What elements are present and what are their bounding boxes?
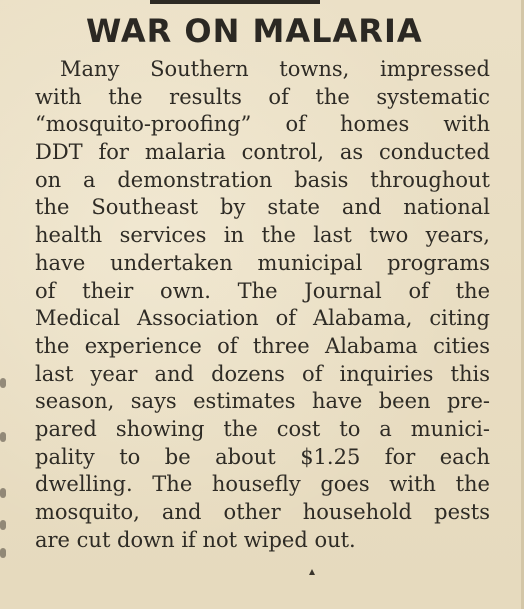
article-line: with the results of the systematic (35, 84, 490, 109)
article-line: health services in the last two years, (35, 223, 490, 248)
article-line: Medical Association of Alabama, citing (35, 306, 490, 331)
article-line: “mosquito-proofing” of homes with (35, 112, 490, 137)
article-line: last year and dozens of inquiries this (35, 361, 490, 386)
article-line: the experience of three Alabama cities (35, 333, 490, 358)
article-line: pality to be about $1.25 for each (35, 444, 490, 469)
article-line: the Southeast by state and national (35, 195, 490, 220)
article-line: dwelling. The housefly goes with the (35, 472, 490, 497)
top-rule-divider (150, 0, 320, 4)
article-line: are cut down if not wiped out. (35, 527, 356, 552)
left-margin-bleed (0, 0, 20, 609)
article-line: on a demonstration basis throughout (35, 167, 490, 192)
article-headline: WAR ON MALARIA (86, 12, 423, 50)
article-body (35, 56, 490, 554)
article-line: of their own. The Journal of the (35, 278, 490, 303)
article-line: DDT for malaria control, as conducted (35, 140, 490, 165)
print-mark (309, 569, 315, 575)
article-line: season, says estimates have been pre- (35, 389, 490, 414)
article-line: pared showing the cost to a munici- (35, 416, 490, 441)
article-line: Many Southern towns, impressed (60, 57, 490, 81)
article-line: mosquito, and other household pests (35, 500, 490, 524)
article-line: have undertaken municipal programs (35, 250, 490, 275)
